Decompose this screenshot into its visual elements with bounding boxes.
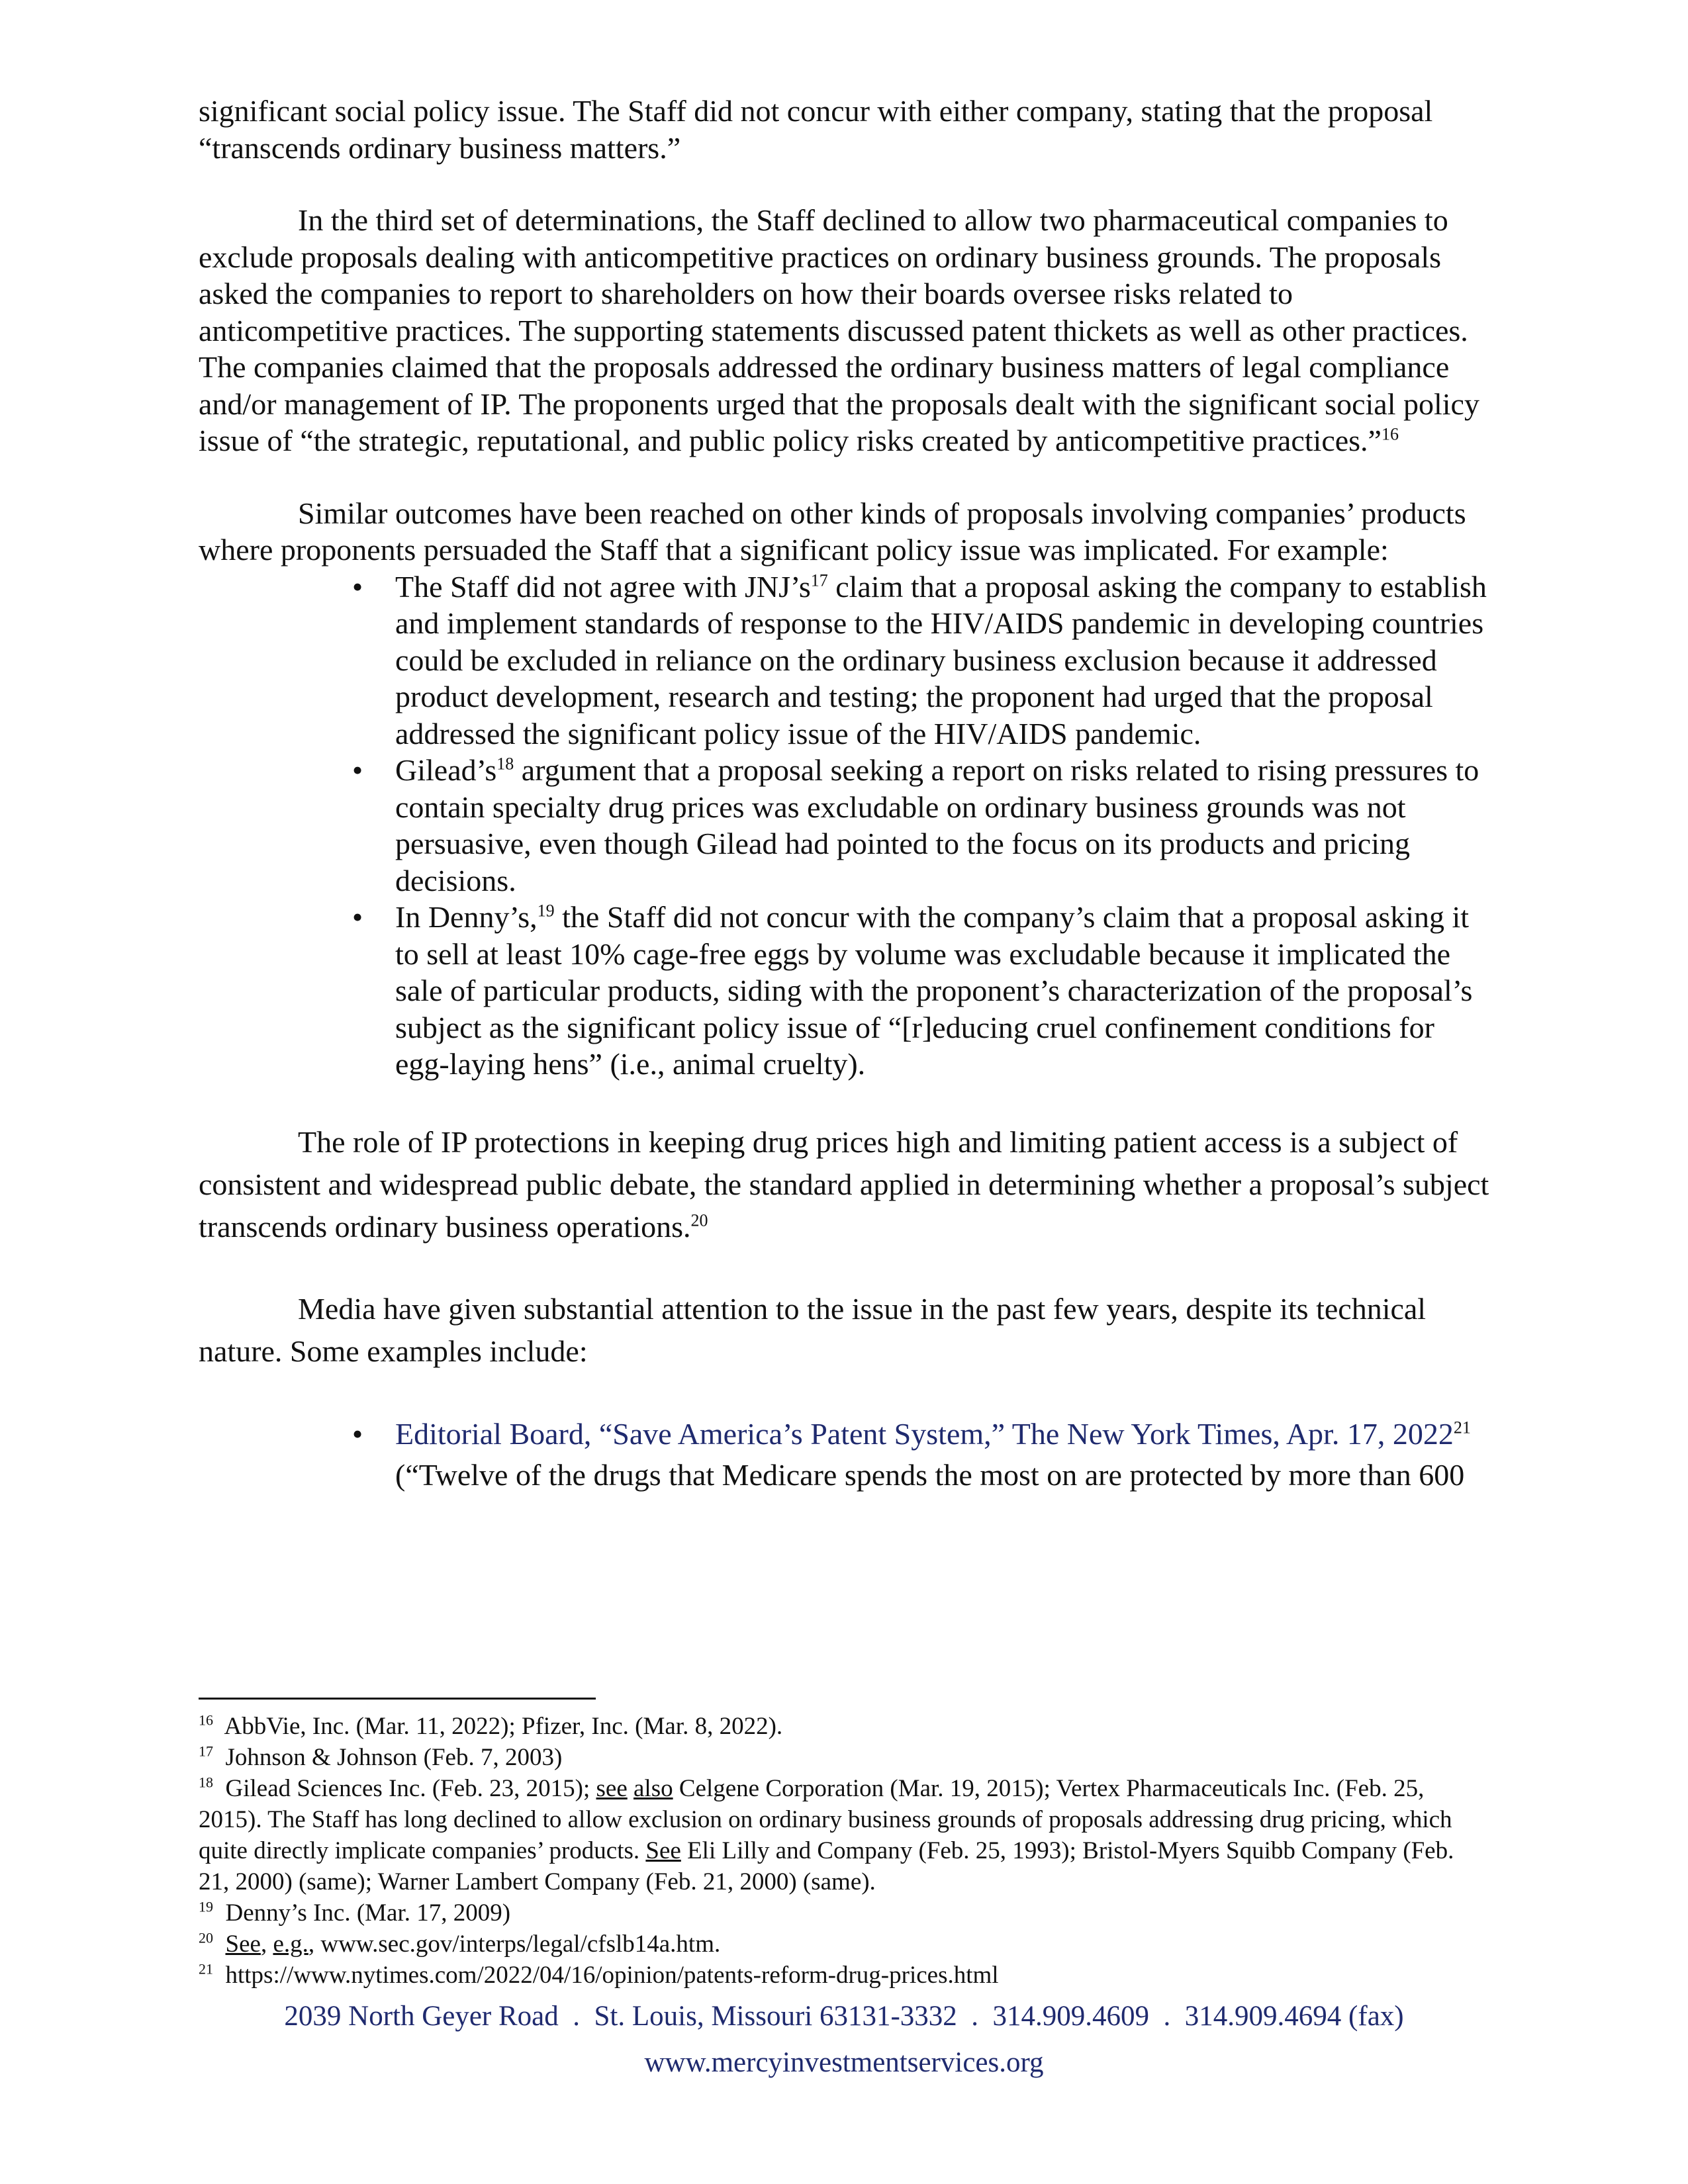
list-item-text: the Staff did not concur with the company’s claim that a proposal asking it to sell at least 10% cage-free eggs by volume was excludable because it implicated the sale of particular products, siding with the proponent’s characterization of the proposal’s subject as the significant policy issue of “[r]educing cruel confinement conditions for egg-laying hens” (i.e., animal cruelty). <box>395 900 1473 1081</box>
case-bullet-list <box>199 569 1489 1083</box>
media-bullet-list <box>199 1414 1489 1496</box>
footnote-link[interactable]: , www.sec.gov/interps/legal/cfslb14a.htm. <box>308 1931 721 1958</box>
list-item-text: In Denny’s, <box>395 900 538 934</box>
footnote-text: Eli Lilly and Company (Feb. 25, 1993); Bristol-Myers Squibb Company (Feb. 21, 2000) (same); Warner Lambert Company (Feb. 21, 2000) (same). <box>199 1837 1454 1895</box>
footnote-ref-21[interactable]: 21 <box>1453 1418 1471 1437</box>
paragraph-2-text: In the third set of determinations, the Staff declined to allow two pharmaceutical companies to exclude proposals dealing with anticompetitive practices on ordinary business grounds. The proposals asked the companies to report to shareholders on how their boards oversee risks related to anticompetitive practices. The supporting statements discussed patent thickets as well as other practices. The companies claimed that the proposals addressed the ordinary business matters of legal compliance and/or management of IP. The proponents urged that the proposals dealt with the significant social policy issue of “the strategic, reputational, and public policy risks created by anticompetitive practices.” <box>199 203 1479 457</box>
footnotes <box>199 1711 1489 1991</box>
paragraph-1 <box>199 93 1489 166</box>
list-item-text: Gilead’s <box>395 753 497 787</box>
paragraph-5-text: Media have given substantial attention to the issue in the past few years, despite its technical nature. Some examples include: <box>199 1291 1427 1368</box>
list-item-text: The Staff did not agree with JNJ’s <box>395 569 811 604</box>
footnote-ref-17[interactable]: 17 <box>810 570 828 590</box>
footnote-text: Denny’s Inc. (Mar. 17, 2009) <box>225 1899 511 1927</box>
list-item-text: claim that a proposal asking the company to establish and implement standards of response to the HIV/AIDS pandemic in developing countries could be excluded in reliance on the ordinary business exclusion because it addressed product development, research and testing; the proponent had urged that the proposal addressed the significant policy issue of the HIV/AIDS pandemic. <box>395 569 1487 751</box>
footer-website[interactable]: www.mercyinvestmentservices.org <box>644 2047 1044 2078</box>
footnote-text: AbbVie, Inc. (Mar. 11, 2022); Pfizer, Inc. (Mar. 8, 2022). <box>224 1713 783 1740</box>
footnote-number: 20 <box>199 1929 213 1946</box>
footnote-text: Gilead Sciences Inc. (Feb. 23, 2015); <box>225 1775 596 1802</box>
footnote-number: 18 <box>199 1774 213 1791</box>
footnote-signal-see: See <box>225 1931 261 1958</box>
document-body <box>199 93 1489 1496</box>
bullet-icon: • <box>352 900 363 934</box>
paragraph-4 <box>199 1121 1489 1248</box>
list-item <box>199 569 1489 752</box>
nyt-editorial-link[interactable]: Editorial Board, “Save America’s Patent System,” The New York Times, Apr. 17, 2022 <box>395 1416 1454 1451</box>
footnote-19 <box>199 1897 1489 1929</box>
bullet-icon: • <box>352 1416 363 1451</box>
paragraph-1-text: significant social policy issue. The Staff did not concur with either company, stating that the proposal “transcends ordinary business matters.” <box>199 94 1433 165</box>
footnote-ref-20[interactable]: 20 <box>690 1210 708 1230</box>
footnote-21 <box>199 1960 1489 1991</box>
list-item-text: argument that a proposal seeking a report on risks related to rising pressures to contain specialty drug prices was excludable on ordinary business grounds was not persuasive, even though Gilead had pointed to the focus on its products and pricing decisions. <box>395 753 1479 897</box>
footnote-18 <box>199 1773 1489 1897</box>
bullet-icon: • <box>352 569 363 604</box>
footnote-signal-see: See <box>645 1837 681 1864</box>
footnote-16 <box>199 1711 1489 1742</box>
list-item <box>199 899 1489 1083</box>
footnote-text: Johnson & Johnson (Feb. 7, 2003) <box>225 1744 563 1771</box>
footnote-number: 17 <box>199 1743 213 1760</box>
footnote-ref-18[interactable]: 18 <box>496 754 514 774</box>
paragraph-4-text: The role of IP protections in keeping drug prices high and limiting patient access is a subject of consistent and widespread public debate, the standard applied in determining whether a proposal’s subject transcends ordinary business operations. <box>199 1124 1489 1244</box>
paragraph-3-text: Similar outcomes have been reached on other kinds of proposals involving companies’ products where proponents persuaded the Staff that a significant policy issue was implicated. For example: <box>199 496 1466 567</box>
footnote-number: 19 <box>199 1898 213 1915</box>
paragraph-5 <box>199 1288 1489 1373</box>
footnote-link[interactable]: https://www.nytimes.com/2022/04/16/opinion/patents-reform-drug-prices.html <box>225 1962 999 1989</box>
footnote-number: 16 <box>199 1711 213 1729</box>
paragraph-3 <box>199 495 1489 569</box>
footnote-signal-eg: e.g. <box>273 1931 308 1958</box>
footnote-ref-19[interactable]: 19 <box>537 901 555 921</box>
list-item <box>199 1414 1489 1496</box>
list-item <box>199 752 1489 899</box>
paragraph-2 <box>199 202 1489 459</box>
footnote-signal-see: see <box>596 1775 628 1802</box>
footnote-text: Celgene Corporation (Mar. 19, 2015); Vertex Pharmaceuticals Inc. (Feb. 25, 2015). The Staff has long declined to allow exclusion on ordinary business grounds of proposals addressing drug pricing, which quite directly implicate companies’ products. <box>199 1775 1452 1864</box>
footnote-signal-also: also <box>633 1775 673 1802</box>
footnote-number: 21 <box>199 1960 213 1978</box>
footnote-17 <box>199 1742 1489 1773</box>
footnote-divider <box>199 1698 596 1700</box>
bullet-icon: • <box>352 753 363 787</box>
footnote-ref-16[interactable]: 16 <box>1381 424 1399 444</box>
footnote-20: $^{20}$ See, e.g., www.sec.gov/interps/legal/cfslb14a.htm. <box>199 1929 721 1958</box>
list-item-text: (“Twelve of the drugs that Medicare spends the most on are protected by more than 600 <box>395 1457 1465 1492</box>
footer-address: 2039 North Geyer Road . St. Louis, Missouri 63131-3332 . 314.909.4609 . 314.909.4694 (fax) <box>284 2001 1404 2032</box>
